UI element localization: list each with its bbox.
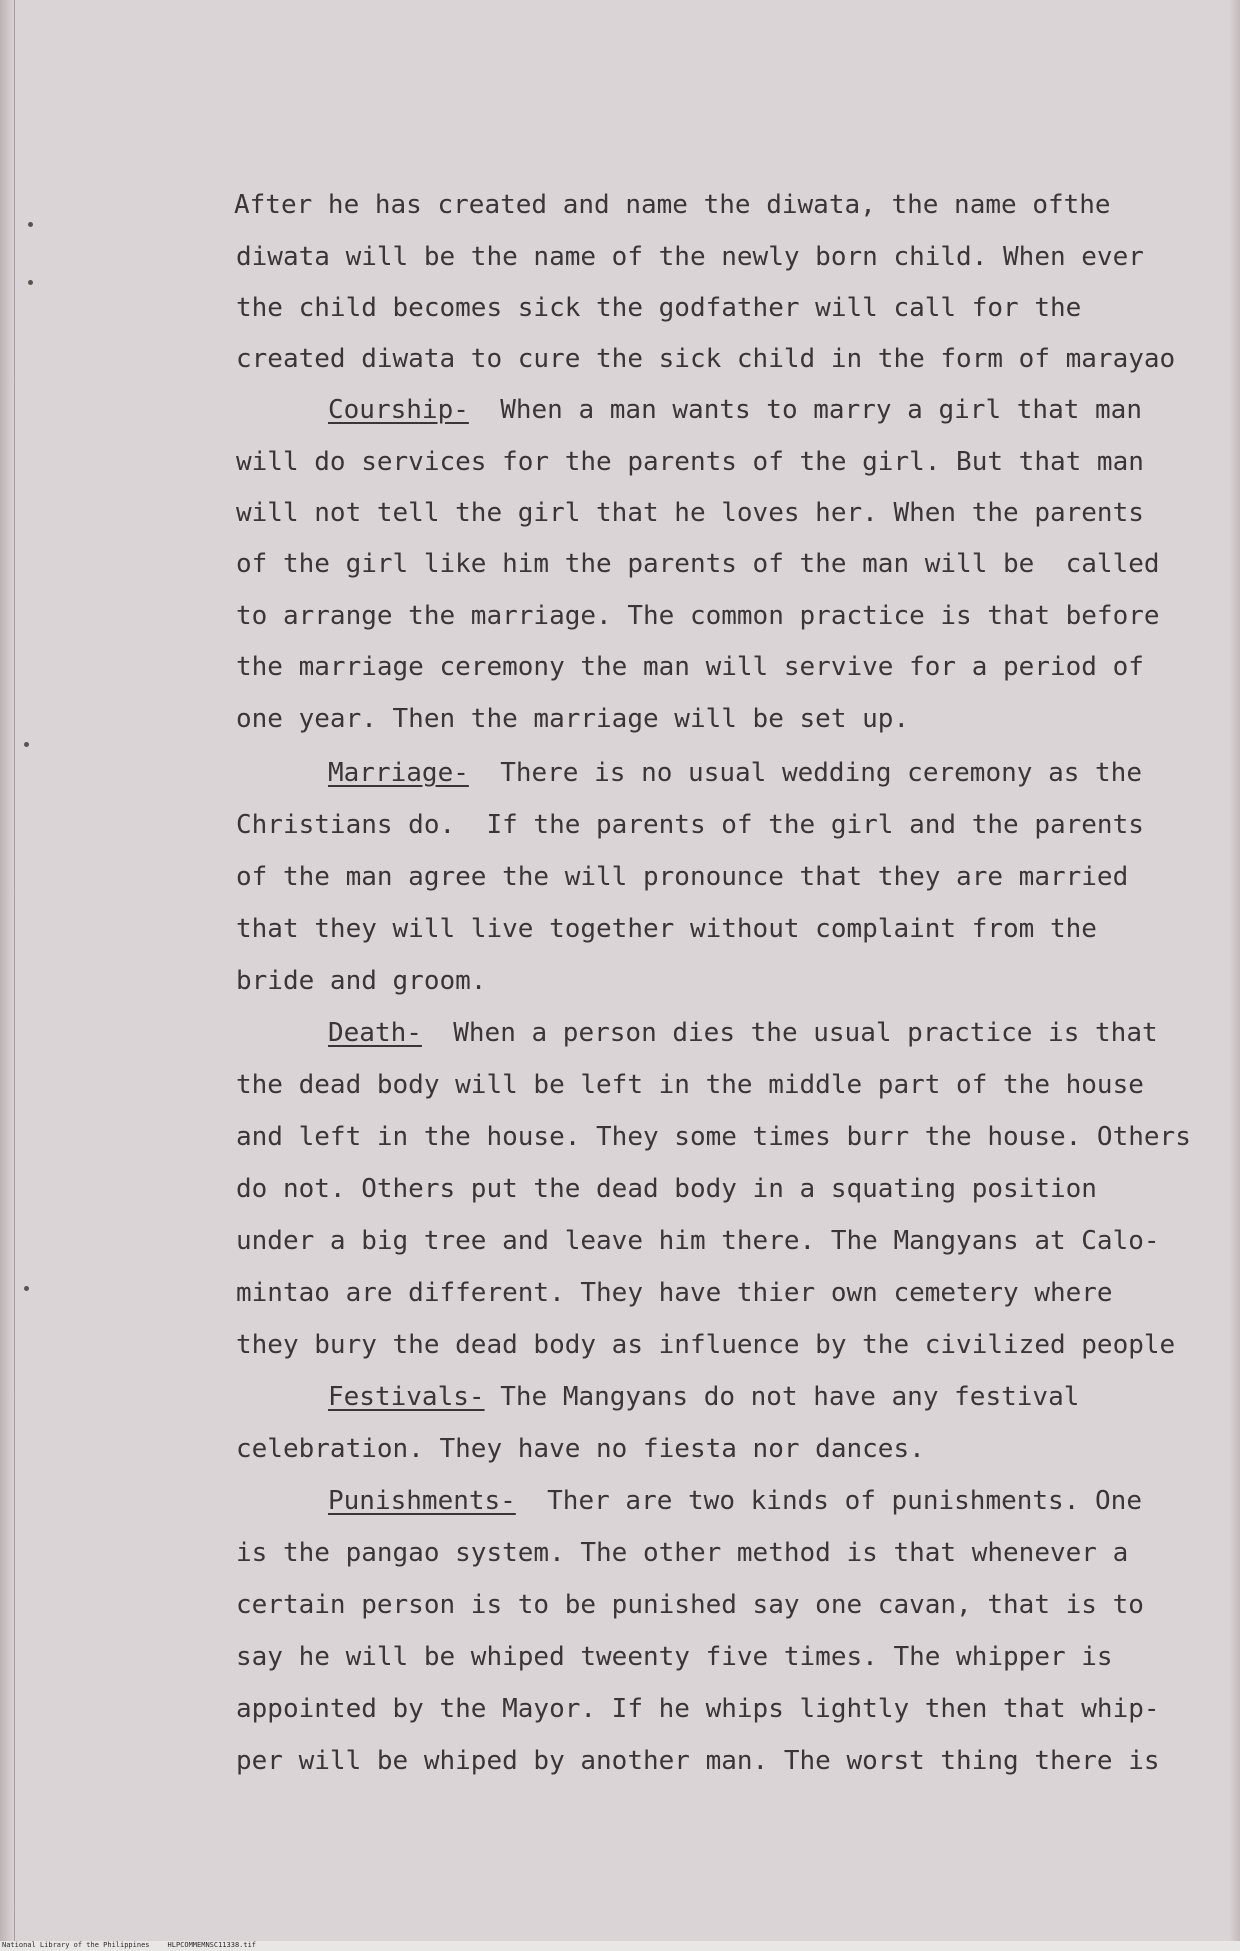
festivals-paragraph-start (328, 1382, 1079, 1412)
text-line: bride and groom. (236, 966, 487, 996)
marriage-paragraph-start (328, 758, 1142, 788)
text-line: certain person is to be punished say one cavan, that is to (236, 1590, 1144, 1620)
scan-footer (2, 1941, 274, 1949)
binding-hole (28, 222, 33, 227)
text-line: under a big tree and leave him there. The Mangyans at Calo- (236, 1226, 1160, 1256)
text-line: diwata will be the name of the newly born child. When ever (236, 242, 1144, 272)
page-edge-right (1230, 0, 1240, 1951)
text-line: will not tell the girl that he loves her. When the parents (236, 498, 1144, 528)
binding-hole (24, 1286, 29, 1291)
page-edge-left (0, 0, 14, 1951)
courtship-heading: Courship- (328, 395, 469, 425)
binding-hole (28, 280, 33, 285)
text-line: per will be whiped by another man. The worst thing there is (236, 1746, 1160, 1776)
festivals-heading: Festivals- (328, 1382, 485, 1412)
binding-hole (24, 742, 29, 747)
marriage-heading: Marriage- (328, 758, 469, 788)
text-line: do not. Others put the dead body in a squating position (236, 1174, 1097, 1204)
text-line: appointed by the Mayor. If he whips lightly then that whip- (236, 1694, 1160, 1724)
text-line: Christians do. If the parents of the girl and the parents (236, 810, 1144, 840)
death-heading: Death- (328, 1018, 422, 1048)
text-line: that they will live together without complaint from the (236, 914, 1097, 944)
punishments-paragraph-start (328, 1486, 1142, 1516)
library-credit: National Library of the Philippines (2, 1941, 150, 1949)
courtship-text: When a man wants to marry a girl that man (468, 395, 1142, 425)
marriage-text: There is no usual wedding ceremony as the (468, 758, 1142, 788)
text-line: After he has created and name the diwata, the name ofthe (234, 190, 1111, 220)
binding-line (14, 0, 15, 1951)
text-line: they bury the dead body as influence by the civilized people (236, 1330, 1176, 1360)
text-line: and left in the house. They some times burr the house. Others (236, 1122, 1191, 1152)
punishments-text: Ther are two kinds of punishments. One (515, 1486, 1142, 1516)
text-line: say he will be whiped tweenty five times. The whipper is (236, 1642, 1113, 1672)
punishments-heading: Punishments- (328, 1486, 516, 1516)
text-line: the dead body will be left in the middle part of the house (236, 1070, 1144, 1100)
text-line: to arrange the marriage. The common practice is that before (236, 601, 1160, 631)
death-text: When a person dies the usual practice is that (421, 1018, 1158, 1048)
text-line: celebration. They have no fiesta nor dances. (236, 1434, 925, 1464)
text-line: the marriage ceremony the man will servive for a period of (236, 652, 1144, 682)
courtship-paragraph-start (328, 395, 1142, 425)
text-line: one year. Then the marriage will be set up. (236, 704, 910, 734)
text-line: is the pangao system. The other method is that whenever a (236, 1538, 1129, 1568)
text-line: mintao are different. They have thier own cemetery where (236, 1278, 1113, 1308)
text-line: of the man agree the will pronounce that they are married (236, 862, 1129, 892)
text-line: the child becomes sick the godfather will call for the (236, 293, 1082, 323)
text-line: will do services for the parents of the girl. But that man (236, 447, 1144, 477)
text-line: of the girl like him the parents of the man will be called (236, 549, 1160, 579)
text-line: created diwata to cure the sick child in the form of marayao (236, 344, 1176, 374)
file-id: HLPCOMMEMNSC11338.tif (167, 1941, 257, 1949)
death-paragraph-start (328, 1018, 1158, 1048)
festivals-text: The Mangyans do not have any festival (484, 1382, 1080, 1412)
